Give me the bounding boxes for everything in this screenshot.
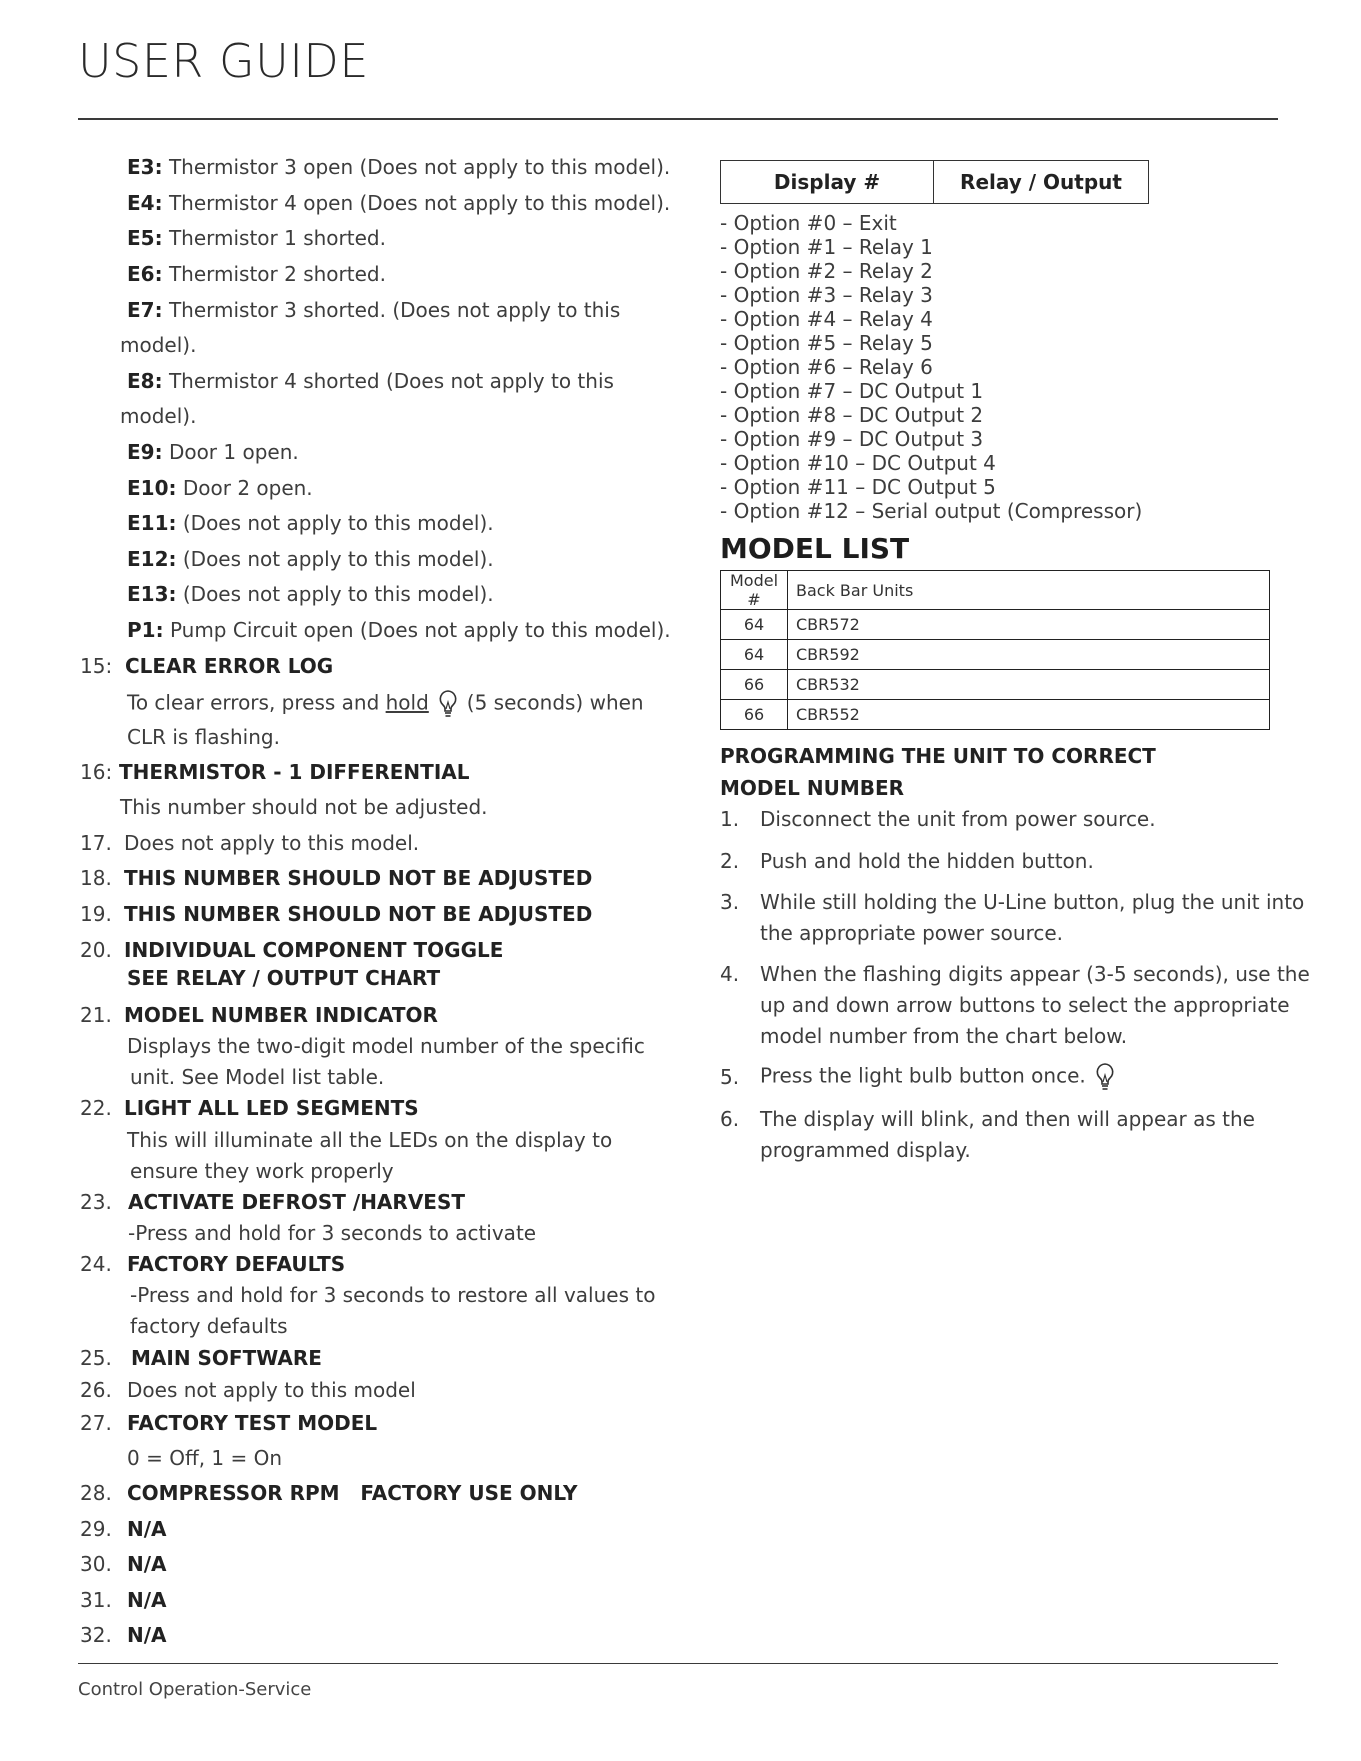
table-row <box>721 670 1270 700</box>
item-number: 22. <box>80 1096 112 1120</box>
option-item: - Option #6 – Relay 6 <box>720 355 933 379</box>
step-text: model number from the chart below. <box>760 1024 1128 1048</box>
table-row <box>721 640 1270 670</box>
item-title: COMPRESSOR RPM FACTORY USE ONLY <box>127 1481 578 1505</box>
table-header-cell: Back Bar Units <box>788 571 1270 610</box>
step-number: 2. <box>720 849 740 873</box>
error-line-e6: E6: Thermistor 2 shorted. <box>127 262 386 286</box>
item-number: 28. <box>80 1481 112 1505</box>
item-description: factory defaults <box>130 1314 288 1338</box>
item-number: 25. <box>80 1346 112 1370</box>
table-cell: 64 <box>721 610 788 640</box>
item-title: CLEAR ERROR LOG <box>125 654 334 678</box>
item-description: -Press and hold for 3 seconds to restore all values to <box>130 1283 656 1307</box>
step-text: Push and hold the hidden button. <box>760 849 1094 873</box>
relay-table-header-relay: Relay / Output <box>934 161 1149 204</box>
item-title: INDIVIDUAL COMPONENT TOGGLE <box>124 938 504 962</box>
model-list-table <box>720 570 1270 730</box>
item-title: THERMISTOR - 1 DIFFERENTIAL <box>119 760 470 784</box>
item-number: 24. <box>80 1252 112 1276</box>
error-line-e12: E12: (Does not apply to this model). <box>127 547 494 571</box>
step-text: up and down arrow buttons to select the appropriate <box>760 993 1290 1017</box>
step-number: 3. <box>720 890 740 914</box>
error-line-e10: E10: Door 2 open. <box>127 476 313 500</box>
model-list-heading: MODEL LIST <box>720 532 910 565</box>
item-title: LIGHT ALL LED SEGMENTS <box>124 1096 419 1120</box>
programming-heading: MODEL NUMBER <box>720 776 905 800</box>
item-number: 32. <box>80 1623 112 1647</box>
item-title: N/A <box>127 1623 167 1647</box>
error-line-e11: E11: (Does not apply to this model). <box>127 511 494 535</box>
programming-heading: PROGRAMMING THE UNIT TO CORRECT <box>720 744 1156 768</box>
table-row <box>721 571 1270 610</box>
item-number: 20. <box>80 938 112 962</box>
step-number: 1. <box>720 807 740 831</box>
error-line-e8: E8: Thermistor 4 shorted (Does not apply to this <box>127 369 614 393</box>
item-description: Displays the two-digit model number of the specific <box>127 1034 645 1058</box>
item-number: 31. <box>80 1588 112 1612</box>
item-number: 16: <box>80 760 113 784</box>
relay-output-table <box>720 160 1149 204</box>
error-line-p1: P1: Pump Circuit open (Does not apply to this model). <box>127 618 671 642</box>
step-text: the appropriate power source. <box>760 921 1064 945</box>
step-text: When the flashing digits appear (3-5 seconds), use the <box>760 962 1310 986</box>
error-line-e7-cont: model). <box>120 333 197 357</box>
item-description: unit. See Model list table. <box>130 1065 385 1089</box>
item-title: SEE RELAY / OUTPUT CHART <box>127 966 441 990</box>
item-number: 18. <box>80 866 112 890</box>
table-cell: CBR572 <box>788 610 1270 640</box>
item-title: ACTIVATE DEFROST /HARVEST <box>128 1190 466 1214</box>
table-cell: 66 <box>721 700 788 730</box>
option-item: - Option #10 – DC Output 4 <box>720 451 996 475</box>
item-number: 15: <box>80 654 113 678</box>
item-description: Does not apply to this model. <box>124 831 420 855</box>
light-bulb-icon <box>1094 1062 1116 1092</box>
step-text: While still holding the U-Line button, plug the unit into <box>760 890 1305 914</box>
footer-text: Control Operation-Service <box>78 1679 312 1700</box>
table-header-cell: Model # <box>721 571 788 610</box>
item-title: FACTORY DEFAULTS <box>127 1252 346 1276</box>
item-description: Does not apply to this model <box>127 1378 416 1402</box>
page-title: USER GUIDE <box>78 34 369 88</box>
item-description: 0 = Off, 1 = On <box>127 1446 283 1470</box>
option-item: - Option #1 – Relay 1 <box>720 235 933 259</box>
item-title: THIS NUMBER SHOULD NOT BE ADJUSTED <box>124 866 593 890</box>
item-description: -Press and hold for 3 seconds to activate <box>128 1221 537 1245</box>
error-line-e7: E7: Thermistor 3 shorted. (Does not apply to this <box>127 298 621 322</box>
item-number: 27. <box>80 1411 112 1435</box>
error-line-e9: E9: Door 1 open. <box>127 440 299 464</box>
error-line-e5: E5: Thermistor 1 shorted. <box>127 226 386 250</box>
option-item: - Option #9 – DC Output 3 <box>720 427 984 451</box>
option-item: - Option #8 – DC Output 2 <box>720 403 984 427</box>
error-line-e8-cont: model). <box>120 404 197 428</box>
option-item: - Option #4 – Relay 4 <box>720 307 933 331</box>
item-number: 26. <box>80 1378 112 1402</box>
relay-table-header-display: Display # <box>721 161 934 204</box>
footer-rule <box>78 1663 1278 1664</box>
item-number: 17. <box>80 831 112 855</box>
item-number: 21. <box>80 1003 112 1027</box>
item-title: MAIN SOFTWARE <box>131 1346 322 1370</box>
table-cell: 66 <box>721 670 788 700</box>
item-description: ensure they work properly <box>130 1159 394 1183</box>
item-title: N/A <box>127 1552 167 1576</box>
item-title: N/A <box>127 1588 167 1612</box>
step-text: Press the light bulb button once. <box>760 1062 1124 1092</box>
item-number: 29. <box>80 1517 112 1541</box>
item-number: 19. <box>80 902 112 926</box>
item-title: MODEL NUMBER INDICATOR <box>124 1003 438 1027</box>
option-item: - Option #12 – Serial output (Compressor) <box>720 499 1143 523</box>
option-item: - Option #0 – Exit <box>720 211 897 235</box>
error-line-e13: E13: (Does not apply to this model). <box>127 582 494 606</box>
step-number: 5. <box>720 1065 740 1089</box>
table-cell: CBR552 <box>788 700 1270 730</box>
table-row <box>721 700 1270 730</box>
item-title: N/A <box>127 1517 167 1541</box>
item-description: To clear errors, press and hold (5 seconds) when <box>127 689 644 719</box>
item-number: 30. <box>80 1552 112 1576</box>
step-number: 6. <box>720 1107 740 1131</box>
error-line-e3: E3: Thermistor 3 open (Does not apply to this model). <box>127 155 671 179</box>
item-number: 23. <box>80 1190 112 1214</box>
option-item: - Option #7 – DC Output 1 <box>720 379 984 403</box>
step-text: Disconnect the unit from power source. <box>760 807 1156 831</box>
item-description: This will illuminate all the LEDs on the display to <box>127 1128 613 1152</box>
table-cell: CBR592 <box>788 640 1270 670</box>
table-row <box>721 610 1270 640</box>
item-description: CLR is flashing. <box>127 725 280 749</box>
step-text: programmed display. <box>760 1138 971 1162</box>
item-description: This number should not be adjusted. <box>120 795 488 819</box>
option-item: - Option #3 – Relay 3 <box>720 283 933 307</box>
option-item: - Option #5 – Relay 5 <box>720 331 933 355</box>
option-item: - Option #2 – Relay 2 <box>720 259 933 283</box>
step-text: The display will blink, and then will appear as the <box>760 1107 1255 1131</box>
light-bulb-icon <box>437 689 459 719</box>
item-title: FACTORY TEST MODEL <box>127 1411 378 1435</box>
item-title: THIS NUMBER SHOULD NOT BE ADJUSTED <box>124 902 593 926</box>
option-item: - Option #11 – DC Output 5 <box>720 475 996 499</box>
error-line-e4: E4: Thermistor 4 open (Does not apply to this model). <box>127 191 671 215</box>
table-cell: CBR532 <box>788 670 1270 700</box>
step-number: 4. <box>720 962 740 986</box>
table-cell: 64 <box>721 640 788 670</box>
